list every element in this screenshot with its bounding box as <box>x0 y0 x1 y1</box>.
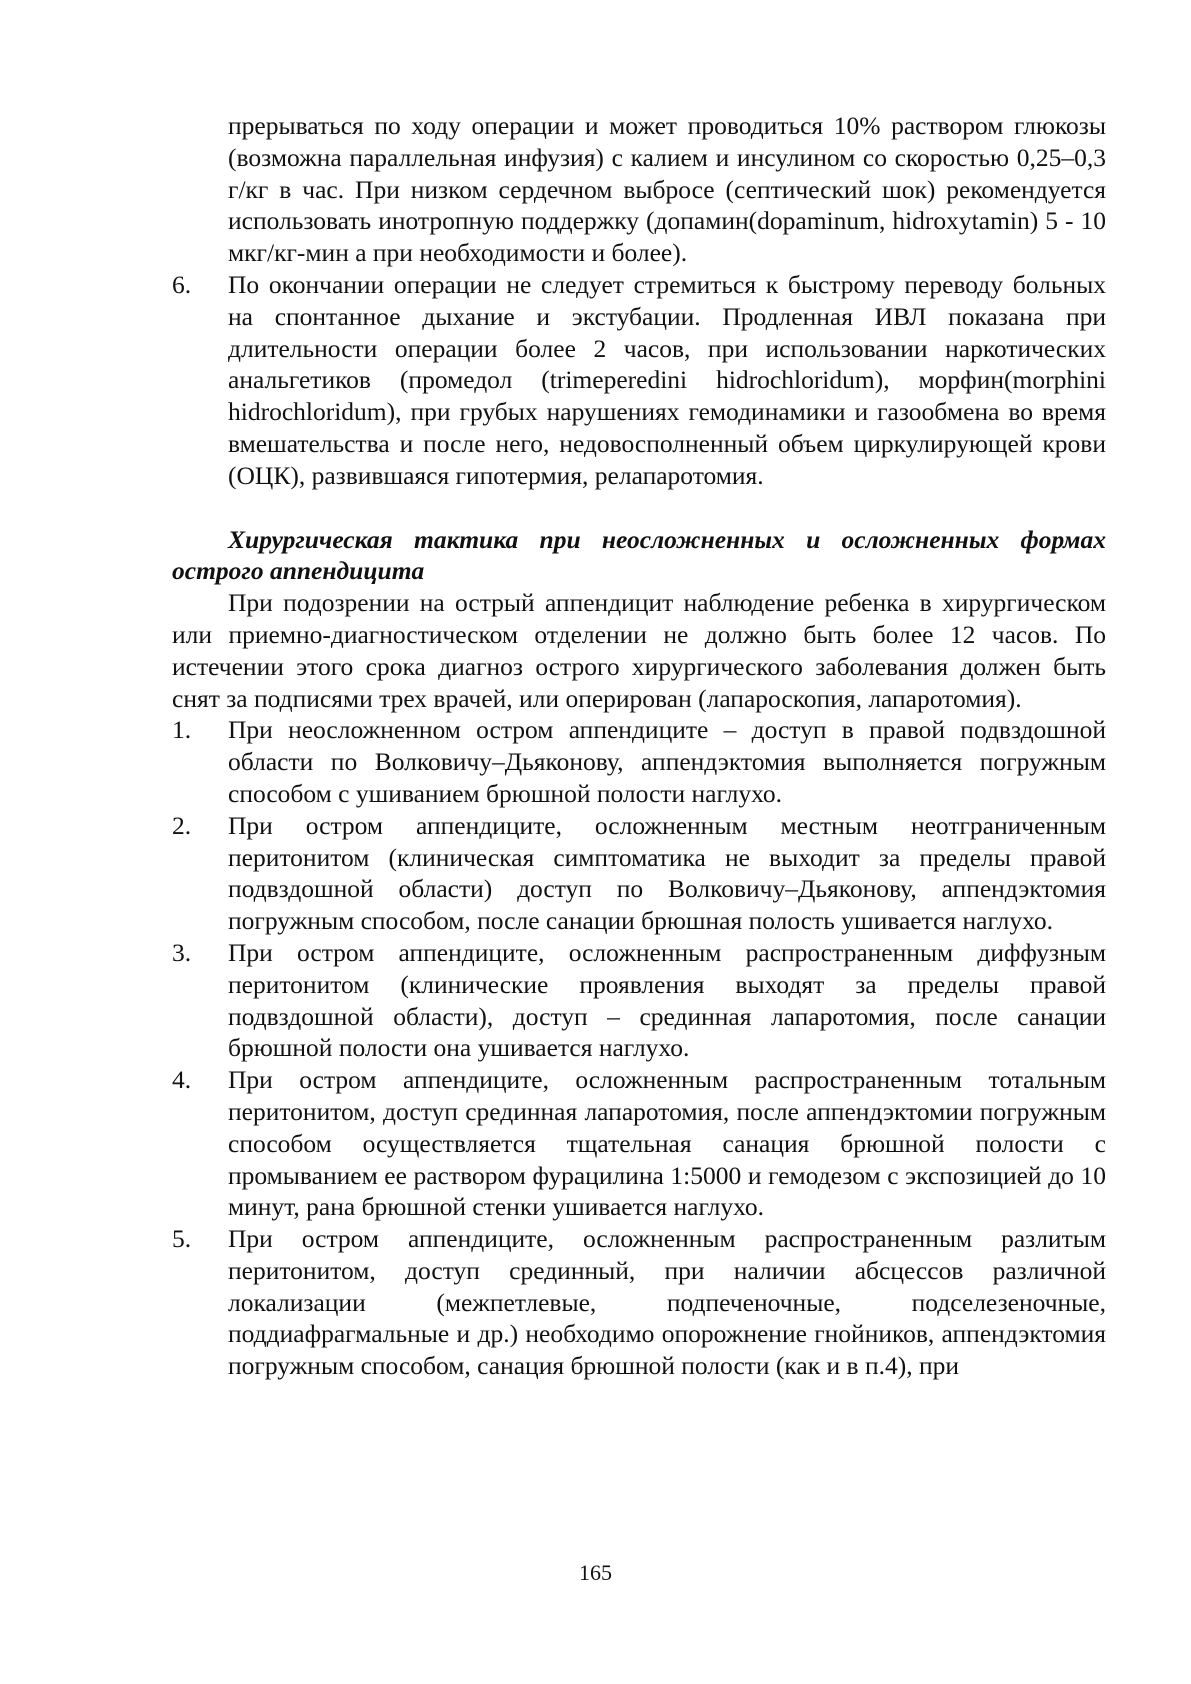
list-item <box>172 714 1106 809</box>
list-item <box>172 1223 1106 1382</box>
list-item-text: При остром аппендиците, осложненным распространенным разлитым перитонитом, доступ срединный, при наличии абсцессов различной локализации (межпетлевые, подпеченочные, подселезеночные, поддиафрагмальные и др.) необходимо опорожнение гнойников, аппендэктомия погружным способом, санация брюшной полости (как и в п.4), при <box>228 1224 1106 1381</box>
list-number: 1. <box>172 715 192 745</box>
list-item-text: При остром аппендиците, осложненным распространенным тотальным перитонитом, доступ срединная лапаротомия, после аппендэктомии погружным способом осуществляется тщательная санация брюшной полости с промыванием ее раствором фурацилина 1:5000 и гемодезом с экспозицией до 10 минут, рана брюшной стенки ушивается наглухо. <box>228 1065 1106 1222</box>
list-number: 3. <box>172 937 192 967</box>
section-heading: Хирургическая тактика при неосложненных и осложненных формах острого аппендицита <box>172 524 1106 586</box>
list-item-text: При неосложненном остром аппендиците – доступ в правой подвздошной области по Волковичу–Дьяконову, аппендэктомия выполняется погружным способом с ушиванием брюшной полости наглухо. <box>228 715 1106 808</box>
list-item-6 <box>172 269 1106 492</box>
list-item-text: При остром аппендиците, осложненным распространенным диффузным перитонитом (клинические проявления выходят за пределы правой подвздошной области), доступ – срединная лапаротомия, после санации брюшной полости она ушивается наглухо. <box>228 937 1106 1063</box>
list-number: 2. <box>172 810 192 840</box>
list-item <box>172 937 1106 1064</box>
continuation-paragraph: прерываться по ходу операции и может проводиться 10% раствором глюкозы (возможна параллельная инфузия) с калием и инсулином со скоростью 0,25–0,3 г/кг в час. При низком сердечном выбросе (септический шок) рекомендуется использовать инотропную поддержку (допамин(dopaminum, hidroxytamin) 5 - 10 мкг/кг-мин а при необходимости и более). <box>228 111 1106 268</box>
list-item <box>172 810 1106 937</box>
page-content <box>172 110 1106 1382</box>
list-number: 4. <box>172 1065 192 1095</box>
list-item-text: По окончании операции не следует стремиться к быстрому переводу больных на спонтанное дыхание и экстубации. Продленная ИВЛ показана при длительности операции более 2 часов, при использовании наркотических анальгетиков (промедол (trimeperedini hidrochloridum), морфин(morphini hidrochloridum), при грубых нарушениях гемодинамики и газообмена во время вмешательства и после него, недовосполненный объем циркулирующей крови (ОЦК), развившаяся гипотермия, релапаротомия. <box>228 269 1106 490</box>
page-number: 165 <box>579 1560 612 1585</box>
intro-paragraph: При подозрении на острый аппендицит наблюдение ребенка в хирургическом или приемно-диагностическом отделении не должно быть более 12 часов. По истечении этого срока диагноз острого хирургического заболевания должен быть снят за подписями трех врачей, или оперирован (лапароскопия, лапаротомия). <box>172 588 1106 713</box>
list-number: 5. <box>172 1224 192 1254</box>
list-number: 6. <box>172 269 192 299</box>
list-item <box>172 1064 1106 1223</box>
list-item-text: При остром аппендиците, осложненным местным неотграниченным перитонитом (клиническая симптоматика не выходит за пределы правой подвздошной области) доступ по Волковичу–Дьяконову, аппендэктомия погружным способом, после санации брюшная полость ушивается наглухо. <box>228 810 1106 936</box>
